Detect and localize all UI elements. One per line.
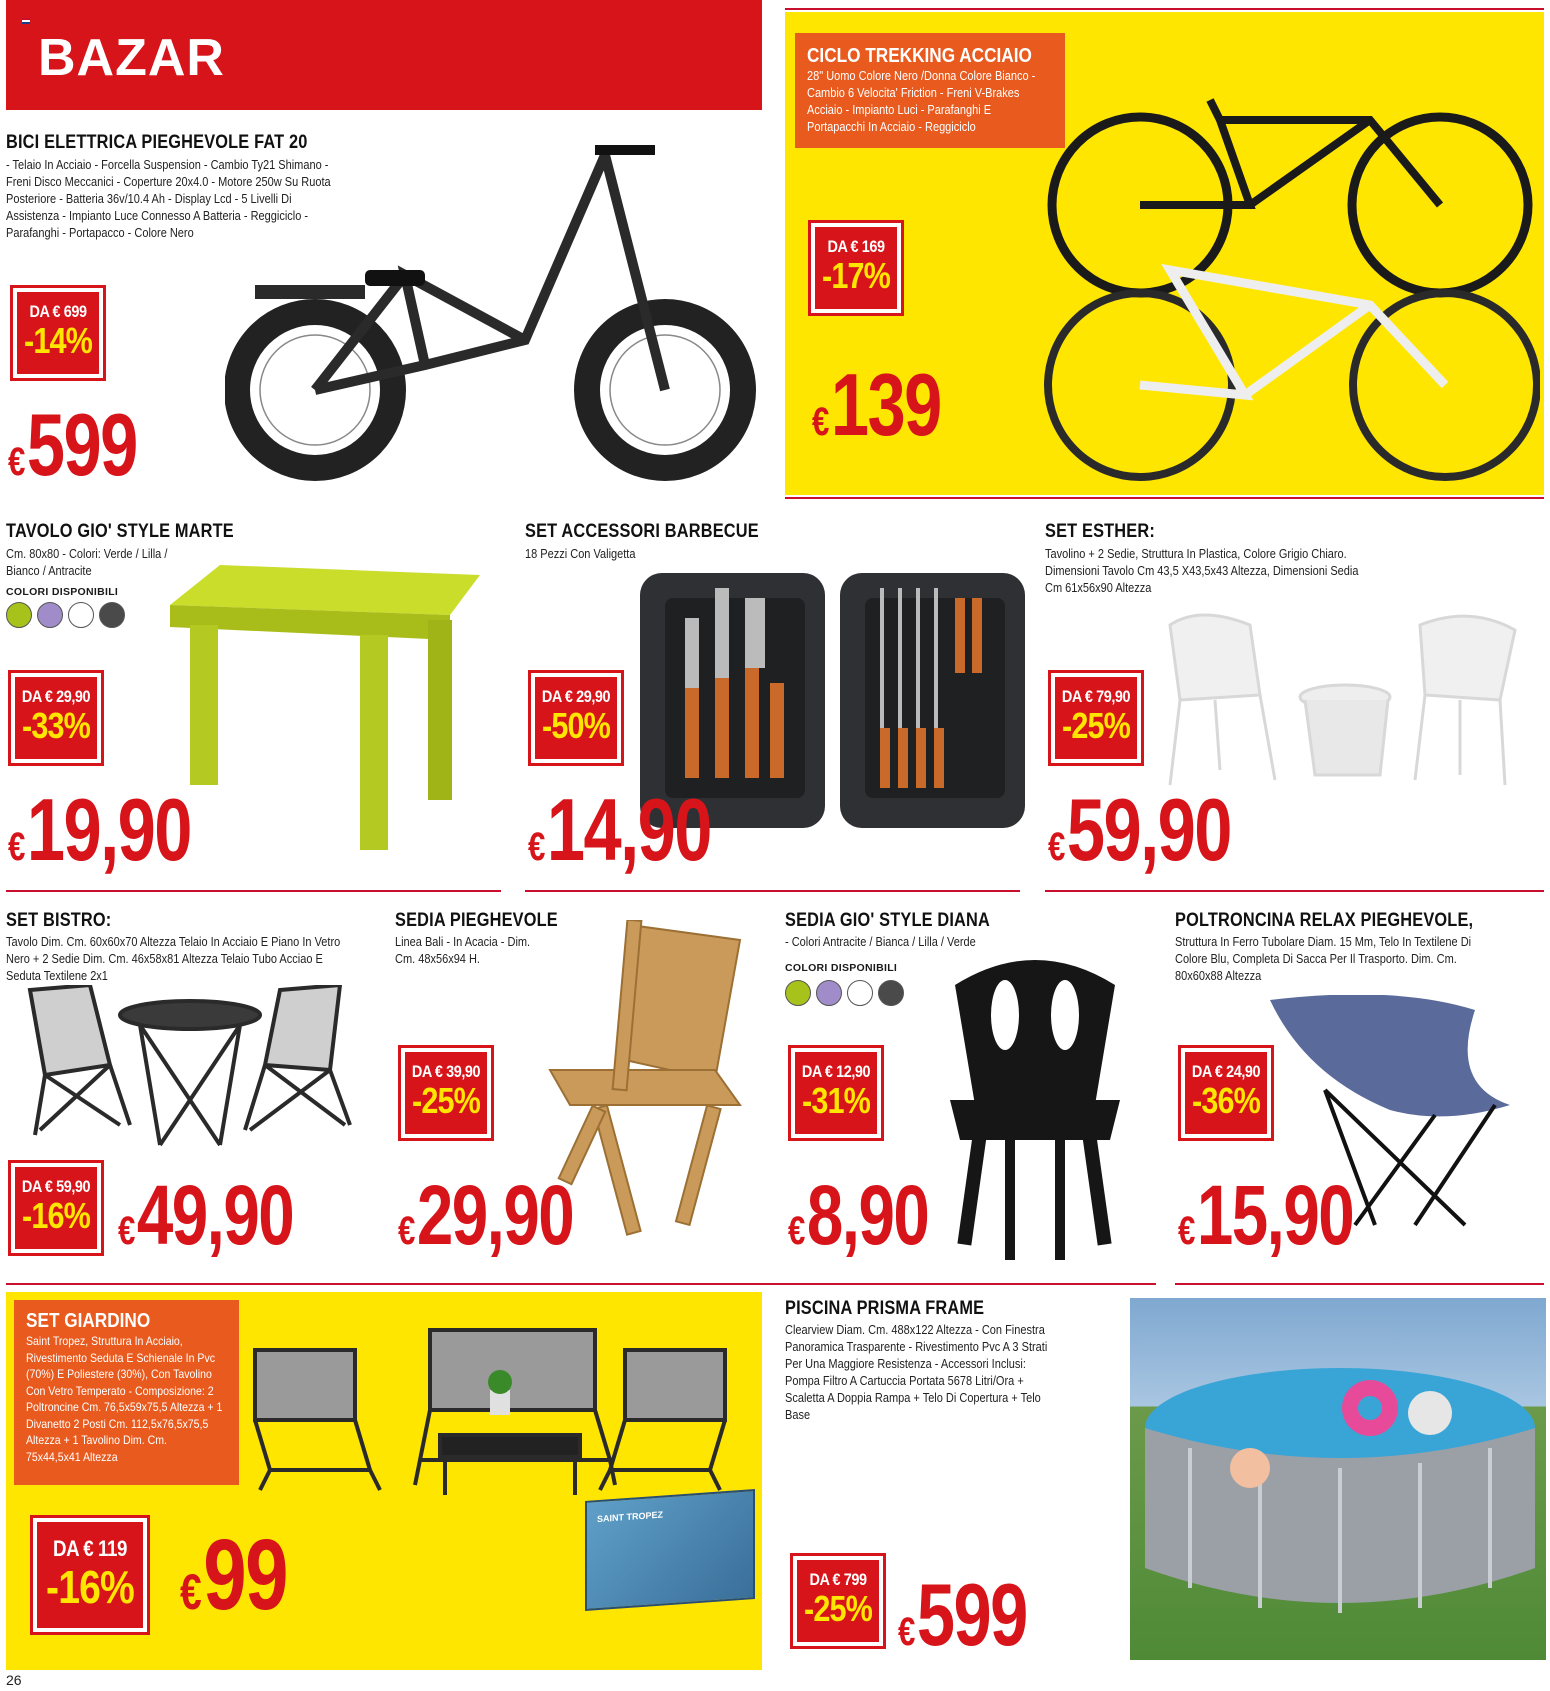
euro-symbol: €	[1048, 825, 1064, 869]
old-price: DA € 29,90	[541, 687, 611, 706]
divider	[525, 890, 1020, 892]
euro-symbol: €	[180, 1564, 201, 1620]
product-title: SET BISTRO:	[6, 910, 112, 931]
product-description: Saint Tropez, Struttura In Acciaio, Rivestimento Seduta E Schienale In Pvc (70%) E Poliestere (30%), Con Tavolino Con Vetro Temperato - Composizione: 2 Poltroncine Cm. 76,5x59x75,5 Altezza + 1 Divanetto 2 Posti Cm. 112,5x76,5x75,5 Altezza + 1 Tavolino Dim. Cm. 75x44,5x41 Altezza	[26, 1334, 223, 1464]
table-image	[160, 565, 480, 855]
price-value: 29,90	[416, 1168, 574, 1262]
diana-chair-image	[935, 955, 1135, 1265]
euro-symbol: €	[8, 440, 24, 484]
product-title: SET ACCESSORI BARBECUE	[525, 521, 759, 542]
discount-badge	[788, 1045, 884, 1141]
discount-percent: -14%	[23, 320, 93, 361]
product-price	[788, 1170, 928, 1276]
discount-badge	[8, 670, 104, 766]
old-price: DA € 29,90	[21, 687, 91, 706]
product-price	[118, 1170, 293, 1276]
euro-symbol: €	[118, 1209, 134, 1253]
old-price: DA € 12,90	[801, 1062, 871, 1081]
price-value: 139	[830, 355, 941, 454]
old-price: DA € 119	[53, 1536, 127, 1561]
discount-percent: -31%	[801, 1080, 871, 1121]
product-description: Linea Bali - In Acacia - Dim. Cm. 48x56x94 H.	[395, 935, 531, 966]
product-description: Clearview Diam. Cm. 488x122 Altezza - Con Finestra Panoramica Trasparente - Rivestimento Pvc A 3 Strati Per Una Maggiore Resistenza - Accessori Inclusi: Pompa Filtro A Cartuccia Portata 5678 Litri/Ora + Scaletta A Doppia Rampa + Telo Di Copertura + Telo Base	[785, 1323, 1048, 1422]
divider	[6, 890, 501, 892]
divider	[785, 497, 1544, 499]
trekking-bikes-image	[1040, 55, 1540, 495]
price-value: 19,90	[26, 780, 191, 879]
discount-percent: -25%	[411, 1080, 481, 1121]
product-description: Struttura In Ferro Tubolare Diam. 15 Mm, Telo In Textilene Di Colore Blu, Completa Di Sacca Per Il Trasporto. Dim. Cm. 80x60x88 Altezza	[1175, 935, 1472, 983]
product-price	[398, 1170, 573, 1276]
colors-label: COLORI DISPONIBILI	[6, 586, 119, 598]
discount-badge	[30, 1515, 150, 1635]
product-price	[1048, 780, 1231, 892]
color-swatch-lilac[interactable]	[816, 980, 842, 1006]
header-banner	[6, 0, 762, 110]
old-price: DA € 79,90	[1061, 687, 1131, 706]
box-label: SAINT TROPEZ	[597, 1509, 664, 1525]
product-description: 18 Pezzi Con Valigetta	[525, 547, 636, 561]
product-info-box	[14, 1300, 239, 1485]
product-description: - Colori Antracite / Bianca / Lilla / Verde	[785, 935, 976, 949]
product-price	[898, 1565, 1027, 1677]
product-description: Cm. 80x80 - Colori: Verde / Lilla / Bianco / Antracite	[6, 547, 168, 578]
color-swatch-green[interactable]	[785, 980, 811, 1006]
product-price	[8, 780, 191, 892]
discount-percent: -17%	[821, 255, 891, 296]
product-title: POLTRONCINA RELAX PIEGHEVOLE,	[1175, 910, 1474, 931]
euro-symbol: €	[812, 400, 828, 444]
discount-percent: -25%	[1061, 705, 1131, 746]
discount-percent: -16%	[46, 1561, 134, 1613]
discount-percent: -33%	[21, 705, 91, 746]
discount-badge	[8, 1160, 104, 1256]
euro-symbol: €	[528, 825, 544, 869]
old-price: DA € 799	[809, 1570, 867, 1589]
price-value: 599	[26, 395, 137, 494]
discount-percent: -16%	[21, 1195, 91, 1236]
color-swatch-anthracite[interactable]	[878, 980, 904, 1006]
product-price	[180, 1519, 287, 1642]
product-price	[812, 355, 941, 467]
color-swatch-white[interactable]	[68, 602, 94, 628]
product-title: PISCINA PRISMA FRAME	[785, 1298, 985, 1319]
divider	[6, 1283, 1156, 1285]
divider	[785, 8, 1544, 10]
price-value: 14,90	[546, 780, 711, 879]
old-price: DA € 169	[827, 237, 885, 256]
esther-set-image	[1140, 605, 1550, 790]
product-title: TAVOLO GIO' STYLE MARTE	[6, 521, 234, 542]
price-value: 49,90	[136, 1168, 294, 1262]
euro-symbol: €	[788, 1209, 804, 1253]
price-value: 59,90	[1066, 780, 1231, 879]
old-price: DA € 699	[29, 302, 87, 321]
color-swatch-anthracite[interactable]	[99, 602, 125, 628]
discount-percent: -25%	[803, 1588, 873, 1629]
price-value: 8,90	[806, 1168, 929, 1262]
discount-badge	[398, 1045, 494, 1141]
pool-image	[1130, 1338, 1546, 1638]
folding-chair-image	[540, 920, 770, 1240]
product-title: SEDIA PIEGHEVOLE	[395, 910, 558, 931]
old-price: DA € 24,90	[1191, 1062, 1261, 1081]
euro-symbol: €	[1178, 1209, 1194, 1253]
color-swatches	[6, 602, 130, 633]
product-description: Tavolo Dim. Cm. 60x60x70 Altezza Telaio In Acciaio E Piano In Vetro Nero + 2 Sedie Dim. Cm. 46x58x81 Altezza Telaio Tubo Acciao E Seduta Textilene 2x1	[6, 935, 341, 983]
product-title: BICI ELETTRICA PIEGHEVOLE FAT 20	[6, 132, 308, 153]
product-description: Tavolino + 2 Sedie, Struttura In Plastica, Colore Grigio Chiaro. Dimensioni Tavolo Cm 43,5 X43,5x43 Altezza, Dimensioni Sedia Cm 61x56x90 Altezza	[1045, 547, 1359, 595]
product-title: SET GIARDINO	[26, 1310, 151, 1332]
product-price	[528, 780, 711, 892]
old-price: DA € 39,90	[411, 1062, 481, 1081]
discount-badge	[10, 285, 106, 381]
color-swatch-green[interactable]	[6, 602, 32, 628]
product-title: CICLO TREKKING ACCIAIO	[807, 45, 1032, 67]
discount-badge	[790, 1553, 886, 1649]
divider	[1045, 890, 1544, 892]
euro-symbol: €	[8, 825, 24, 869]
color-swatches	[785, 980, 909, 1011]
product-description: - Telaio In Acciaio - Forcella Suspension - Cambio Ty21 Shimano - Freni Disco Meccanici - Coperture 20x4.0 - Motore 250w Su Ruota Posteriore - Batteria 36v/10.4 Ah - Display Lcd - 5 Livelli Di Assistenza - Impianto Luce Connesso A Batteria - Reggiciclo - Parafanghi - Portapacco - Colore Nero	[6, 158, 331, 240]
product-box-image	[585, 1489, 755, 1611]
discount-badge	[528, 670, 624, 766]
colors-label: COLORI DISPONIBILI	[785, 962, 898, 974]
discount-badge	[1048, 670, 1144, 766]
ebike-image	[225, 125, 765, 500]
product-price	[8, 395, 137, 507]
discount-badge	[1178, 1045, 1274, 1141]
product-info-box	[795, 33, 1065, 148]
flag-icon	[22, 18, 30, 24]
product-description: 28" Uomo Colore Nero /Donna Colore Bianco - Cambio 6 Velocita' Friction - Freni V-Brakes Acciaio - Impianto Luci - Parafanghi E Portapacchi In Acciaio - Reggiciclo	[807, 69, 1036, 134]
price-value: 99	[203, 1519, 287, 1631]
bistro-set-image	[20, 985, 360, 1150]
discount-badge	[808, 220, 904, 316]
page-number: 26	[6, 1672, 22, 1688]
euro-symbol: €	[398, 1209, 414, 1253]
discount-percent: -36%	[1191, 1080, 1261, 1121]
page-title: BAZAR	[38, 29, 225, 87]
product-title: SEDIA GIO' STYLE DIANA	[785, 910, 990, 931]
euro-symbol: €	[898, 1610, 914, 1654]
color-swatch-lilac[interactable]	[37, 602, 63, 628]
pool-photo	[1130, 1298, 1546, 1660]
color-swatch-white[interactable]	[847, 980, 873, 1006]
price-value: 599	[916, 1565, 1027, 1664]
product-price	[1178, 1170, 1353, 1276]
giardino-set-image	[250, 1320, 750, 1495]
product-title: SET ESTHER:	[1045, 521, 1155, 542]
old-price: DA € 59,90	[21, 1177, 91, 1196]
discount-percent: -50%	[541, 705, 611, 746]
divider	[1175, 1283, 1544, 1285]
price-value: 15,90	[1196, 1168, 1354, 1262]
